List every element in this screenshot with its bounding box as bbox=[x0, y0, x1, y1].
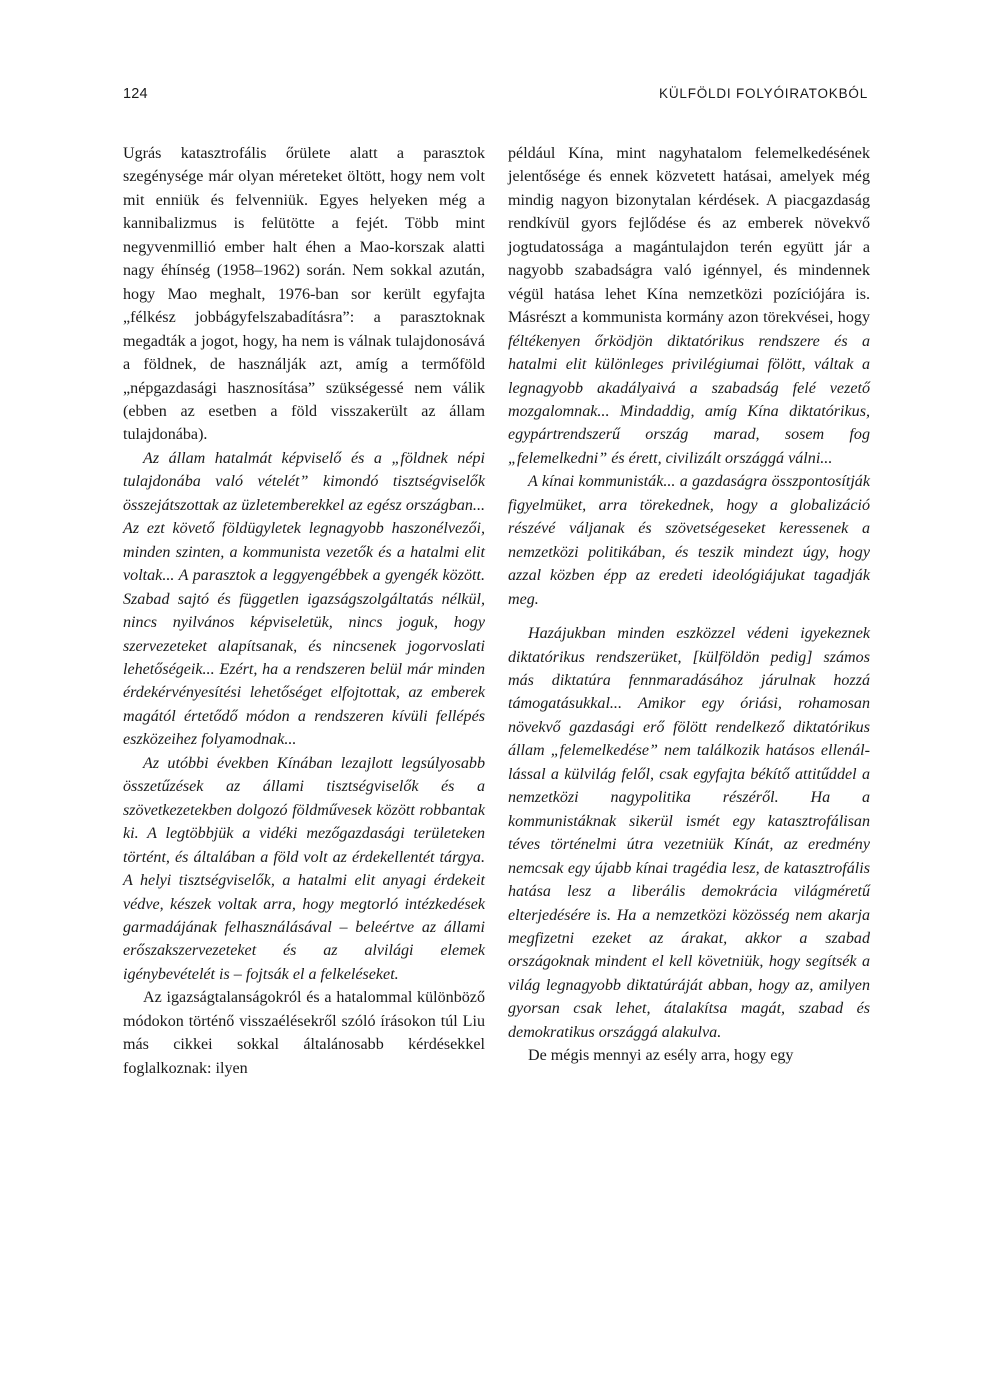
left-column bbox=[123, 142, 485, 1080]
right-quote-paragraph-2: Hazájukban minden eszközzel védeni igyekeznek diktatórikus rendszerüket, [külföldön pedig] számos más diktatúra fennmaradásához járulnak hozzá támogatásukkal... Amikor egy óriási, rohamosan növekvő gazdasági erő fölött rendelkező diktatórikus állam „felemelkedése” nem találkozik hatásos ellenállással a külvilág felől, csak egyfajta békítő attitűddel a nemzetközi nagypolitika részéről. Ha a kommunistáknak sikerül ismét egy katasztrofálisan téves történelmi útra vezetniük Kínát, az eredmény nemcsak egy újabb kínai tragédia lesz, de katasztrofális hatása lesz a liberális demokrácia világméretű elterjedésére is. Ha a nemzetközi közösség nem akarja megfizetni ezeket az árakat, akkor a szabad országoknak mindent el kell követniük, hogy segítsék a világ legnagyobb diktatúráját abban, hogy az, amilyen gyorsan csak lehet, átalakítsa magát, szabad és demokratikus országgá alakulva. bbox=[508, 625, 870, 1041]
right-paragraph-1-text: például Kína, mint nagyhatalom felemelkedésének jelentősége és ennek közvetett hatásai, amelyek még mindig nagyon bizonytalan kérdések. A piacgazdaság rendkívül gyors fejlődése és az emberek növekvő jogtudatossága a magántulajdon terén együtt jár a nagyobb szabadságra való igénnyel, és mindennek végül hatása lehet Kína nemzetközi pozíciójára is. Másrészt a kommunista kormány azon törekvései, hogy féltékenyen őrködjön diktatórikus rendszere és a hatalmi elit különleges privilégiumai fölött, váltak a legnagyobb akadályaivá a szabadság felé vezető mozgalomnak... Mindaddig, amíg Kína diktatórikus, egypártrendszerű ország marad, sosem fog „felemelkedni” és érett, civilizált országgá válni... bbox=[508, 145, 870, 467]
right-quote-paragraph-1: A kínai kommunisták... a gazdaságra összpontosítják figyelmüket, arra törekednek, hogy a globalizáció részévé váljanak és szövetségeseket keressenek a nemzetközi politikában, és teszik mindezt úgy, hogy azzal közben épp az eredeti ideológiájukat tagadják meg. bbox=[508, 473, 870, 608]
left-paragraph-1: Ugrás katasztrofális őrülete alatt a parasztok szegénysége már olyan méreteket öltött, hogy nem volt mit enniük és felvenniük. Egyes helyeken még a kannibalizmus is felütötte a fejét. Több mint negyvenmillió ember halt éhen a Mao-korszak alatti nagy éhínség (1958–1962) során. Nem sokkal azután, hogy Mao meghalt, 1976-ban sor került egyfajta „félkész jobbágyfelszabadításra”: a parasztoknak megadták a jogot, hogy, ha nem is válnak tulajdonosává a földnek, de használják azt, amíg a termőföld „népgazdasági hasznosítása” szükségessé nem válik (ebben az esetben a föld visszakerült az állam tulajdonába). bbox=[123, 145, 485, 444]
running-head: KÜLFÖLDI FOLYÓIRATOKBÓL bbox=[659, 86, 868, 101]
left-quote-paragraph-2: Az utóbbi években Kínában lezajlott legsúlyosabb összetűzések az állami tisztségviselők és a szövetkezetekben dolgozó földművesek között robbantak ki. A legtöbbjük a vidéki mezőgazdasági területeken történt, és általában a föld volt az érdekellentét tárgya. A helyi tisztségviselők, a hatalmi elit anyagi érdekeit védve, készek voltak arra, hogy megtorló intézkedések garmadájának felhasználásával – beleértve az állami erőszakszervezeteket és az alvilági elemek igénybevételét is – fojtsák el a felkeléseket. bbox=[123, 754, 485, 983]
left-quote-paragraph-1: Az állam hatalmát képviselő és a „földnek népi tulajdonába való vételét” kimondó tisztségviselők összejátszottak az üzletemberekkel az egész országban... Az ezt követő földügyletek legnagyobb haszonélvezői, minden szinten, a kommunista vezetők és a hatalmi elit voltak... A parasztok a leggyengébbek a gyengék között. Szabad sajtó és független igazságszolgáltatás nélkül, nincs nyilvános képviseletük, nincs joguk, hogy szervezeteket alapítsanak, és nincsenek jogorvoslati lehetőségeik... Ezért, ha a rendszeren belül már minden érdekérvényesítési lehetőséget elfojtottak, az emberek magától értetődő módon a rendszeren kívüli fellépés eszközeihez folyamodnak... bbox=[123, 449, 485, 749]
right-paragraph-1-quote: féltékenyen őrködjön diktatórikus rendszere és a hatalmi elit különleges privilégiumai fölött, váltak a legnagyobb akadályaivá a szabadság felé vezető mozgalomnak... Mindaddig, amíg Kína diktatórikus, egypártrendszerű ország marad, sosem fog „felemelkedni” és érett, civilizált országgá válni... bbox=[508, 332, 870, 467]
page-header bbox=[123, 86, 868, 108]
right-column bbox=[508, 142, 870, 1068]
page-number: 124 bbox=[123, 86, 148, 102]
right-paragraph-2: De mégis mennyi az esély arra, hogy egy bbox=[528, 1047, 794, 1065]
left-paragraph-2: Az igazságtalanságokról és a hatalommal különböző módokon történő visszaélésekről szóló írásokon túl Liu más cikkei sokkal általánosabb kérdésekkel foglalkoznak: ilyen bbox=[123, 989, 485, 1077]
right-paragraph-1 bbox=[508, 142, 870, 470]
